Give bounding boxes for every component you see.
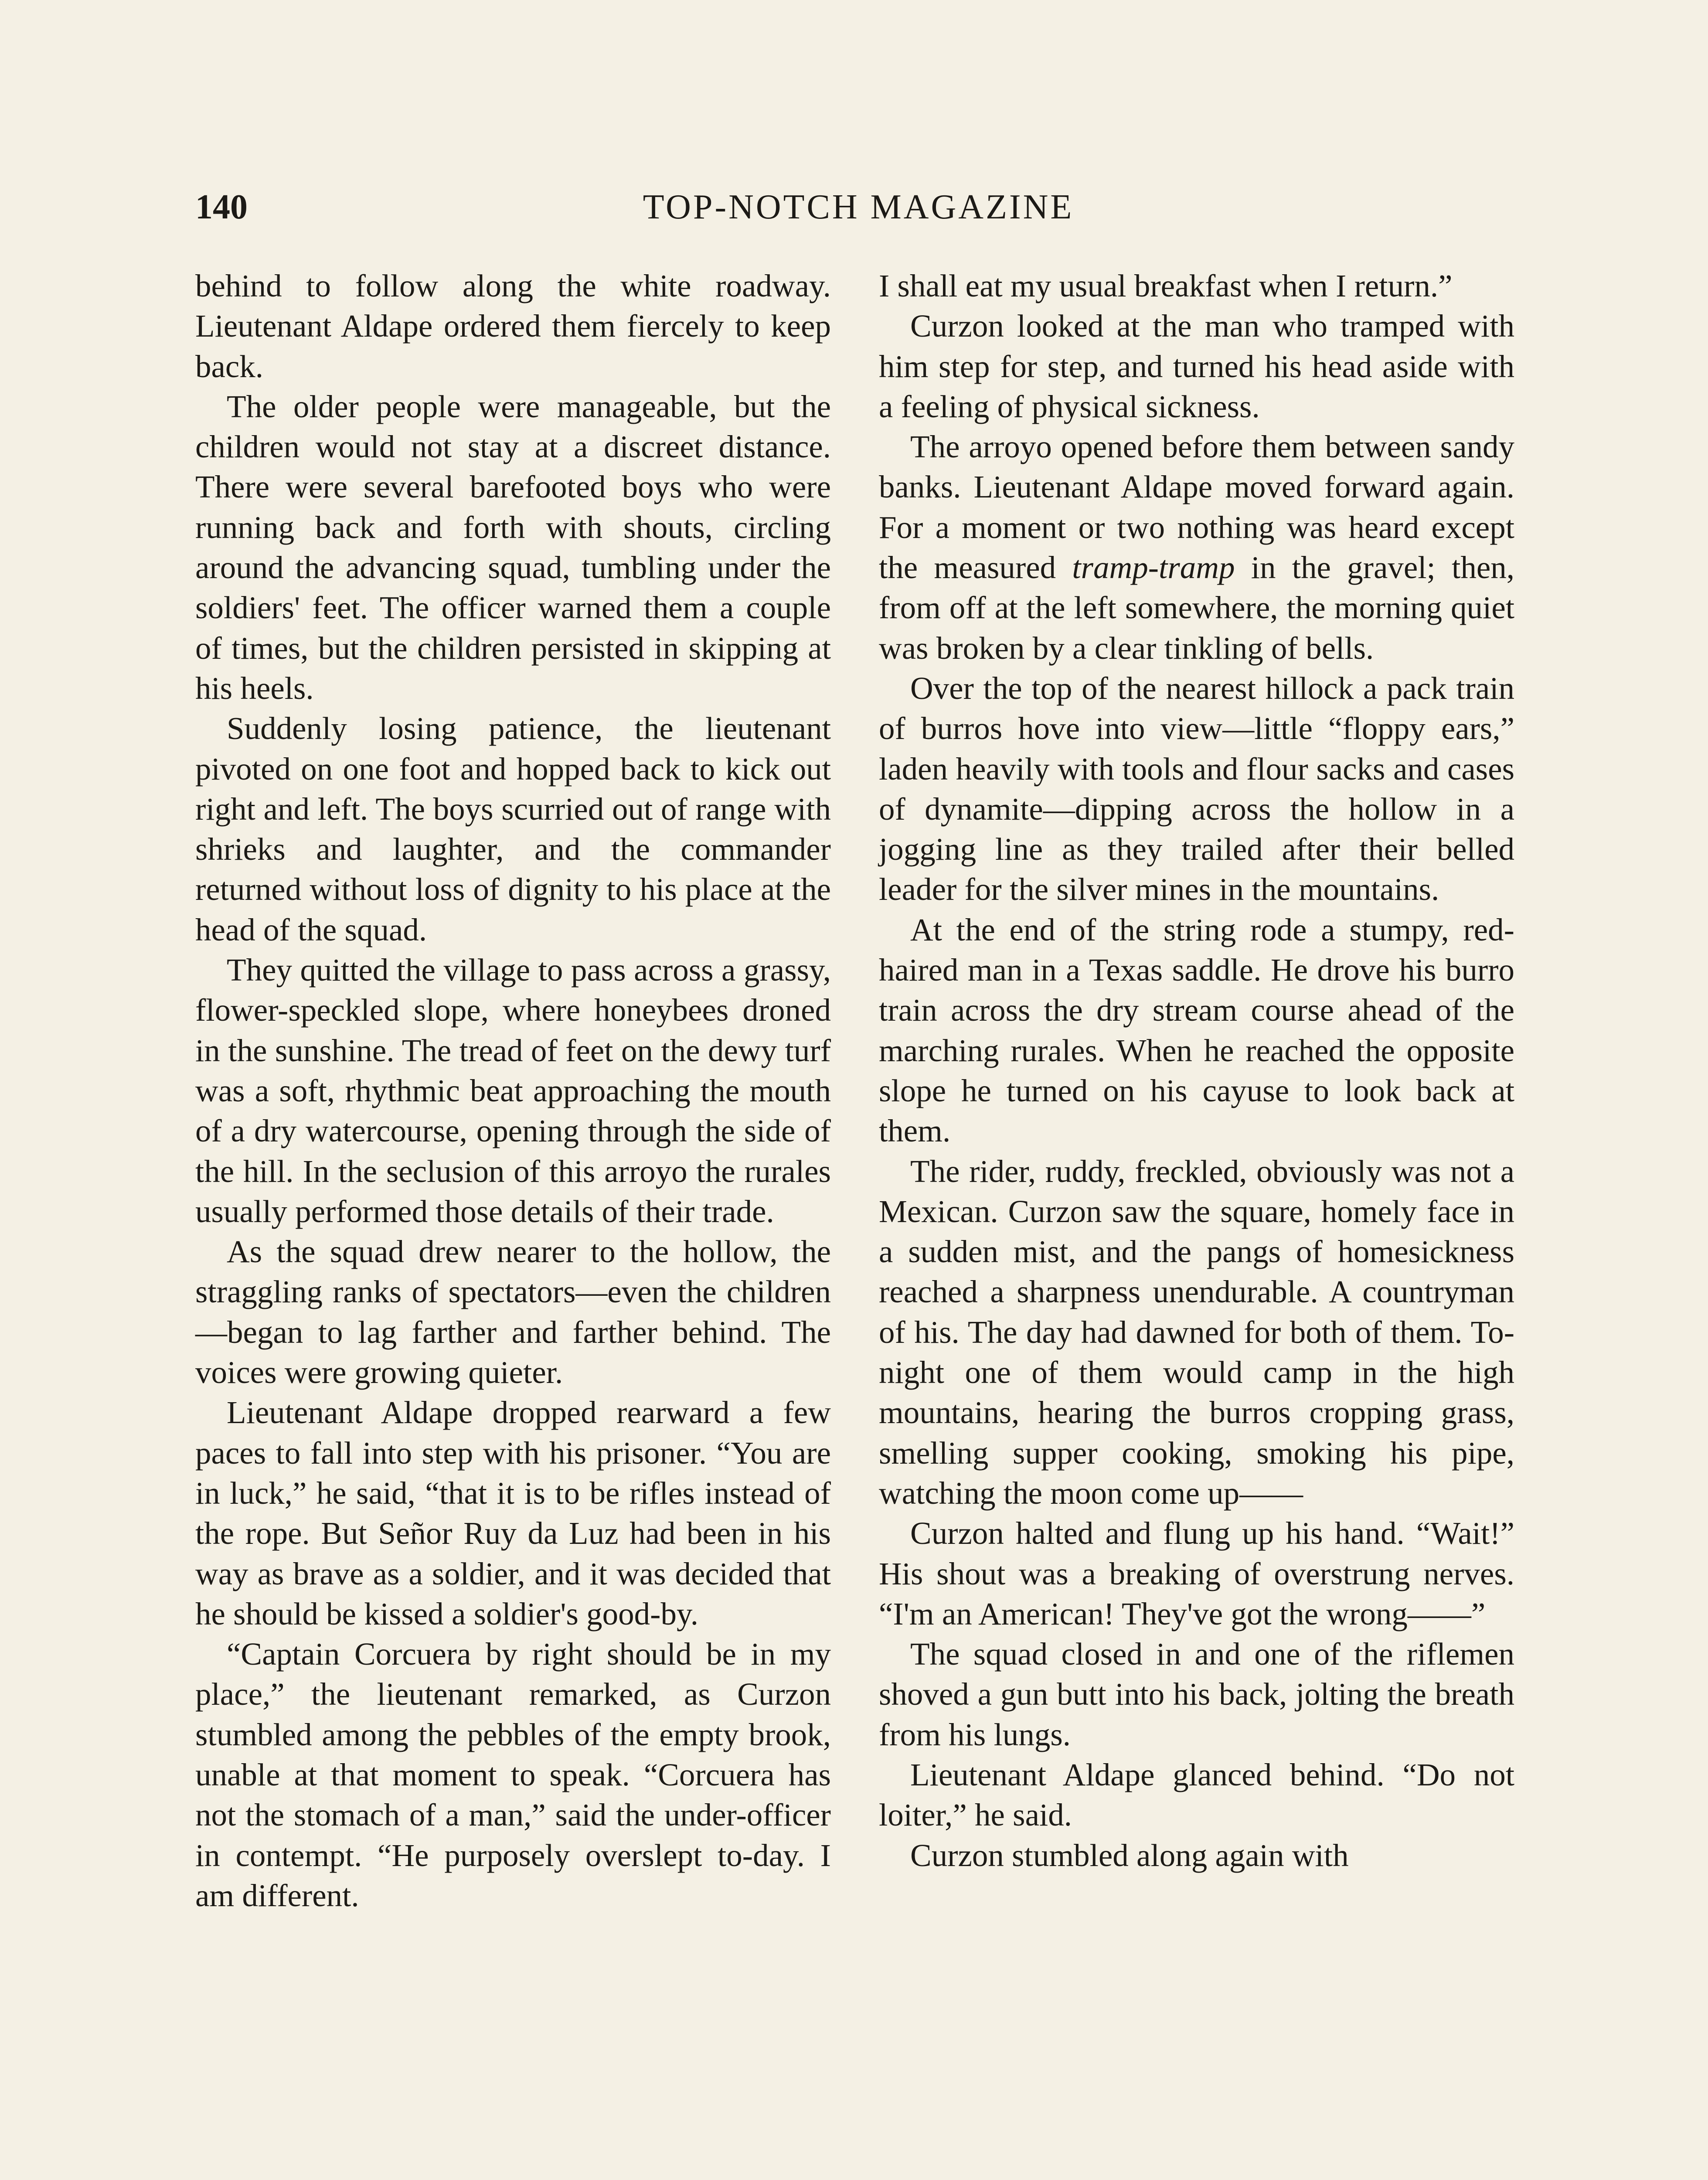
paragraph: “Captain Corcuera by right should be in my place,” the lieutenant remarked, as Curzon stumbled among the pebbles of the empty brook, unable at that moment to speak. “Corcuera has not the stomach of a man,” said the under-officer in contempt. “He purposely overslept to-day. I am different. xyxy=(195,1636,831,1913)
paragraph: Lieutenant Aldape glanced behind. “Do not loiter,” he said. xyxy=(879,1757,1514,1833)
paragraph: Curzon looked at the man who tramped with him step for step, and turned his head aside with a feeling of physical sickness. xyxy=(879,308,1514,424)
paragraph: I shall eat my usual breakfast when I return.” xyxy=(879,268,1453,303)
paragraph: Lieutenant Aldape dropped rearward a few paces to fall into step with his prisoner. “You are in luck,” he said, “that it is to be rifles instead of the rope. But Señor Ruy da Luz had been in his way as brave as a soldier, and it was decided that he should be kissed a soldier's good-by. xyxy=(195,1395,831,1632)
italic-phrase: tramp-tramp xyxy=(1072,550,1235,586)
page-number: 140 xyxy=(195,188,248,226)
text-run: in the gravel; then, from off at the left somewhere, the morning quiet was broken by a clear tinkling of bells. xyxy=(879,550,1514,666)
paragraph: They quitted the village to pass across a grassy, flower-speckled slope, where honeybees droned in the sunshine. The tread of feet on the dewy turf was a soft, rhythmic beat approaching the mouth of a dry watercourse, opening through the side of the hill. In the seclusion of this arroyo the rurales usually performed those details of their trade. xyxy=(195,952,831,1229)
page-header xyxy=(195,187,1521,240)
paragraph: At the end of the string rode a stumpy, red-haired man in a Texas saddle. He drove his burro train across the dry stream course ahead of the marching rurales. When he reached the opposite slope he turned on his cayuse to look back at them. xyxy=(879,912,1514,1149)
left-column xyxy=(195,266,831,1916)
paragraph: The rider, ruddy, freckled, obviously was not a Mexican. Curzon saw the square, homely face in a sudden mist, and the pangs of homesickness reached a sharpness unendurable. A countryman of his. The day had dawned for both of them. To-night one of them would camp in the high mountains, hearing the burros cropping grass, smelling supper cooking, smoking his pipe, watching the moon come up—— xyxy=(879,1153,1514,1511)
paragraph: The older people were manageable, but the children would not stay at a discreet distance. There were several barefooted boys who were running back and forth with shouts, circling around the advancing squad, tumbling under the soldiers' feet. The officer warned them a couple of times, but the children persisted in skipping at his heels. xyxy=(195,388,831,706)
paragraph xyxy=(879,427,1514,668)
paragraph: behind to follow along the white roadway. Lieutenant Aldape ordered them fiercely to keep back. xyxy=(195,268,831,384)
right-column xyxy=(879,266,1514,1876)
paragraph: Curzon halted and flung up his hand. “Wait!” His shout was a breaking of overstrung nerves. “I'm an American! They've got the wrong——” xyxy=(879,1516,1514,1632)
text-run: The arroyo opened before them between sandy banks. Lieutenant Aldape moved forward again. For a moment or two nothing was heard except the measured xyxy=(879,429,1514,586)
paragraph: As the squad drew nearer to the hollow, the straggling ranks of spectators—even the children—began to lag farther and farther behind. The voices were growing quieter. xyxy=(195,1234,831,1390)
paragraph: The squad closed in and one of the riflemen shoved a gun butt into his back, jolting the breath from his lungs. xyxy=(879,1636,1514,1752)
paragraph: Over the top of the nearest hillock a pack train of burros hove into view—little “floppy ears,” laden heavily with tools and flour sacks and cases of dynamite—dipping across the hollow in a jogging line as they trailed after their belled leader for the silver mines in the mountains. xyxy=(879,670,1514,907)
paragraph: Suddenly losing patience, the lieutenant pivoted on one foot and hopped back to kick out right and left. The boys scurried out of range with shrieks and laughter, and the commander returned without loss of dignity to his place at the head of the squad. xyxy=(195,711,831,947)
running-head: TOP-NOTCH MAGAZINE xyxy=(643,188,1074,226)
paragraph: Curzon stumbled along again with xyxy=(910,1837,1349,1873)
